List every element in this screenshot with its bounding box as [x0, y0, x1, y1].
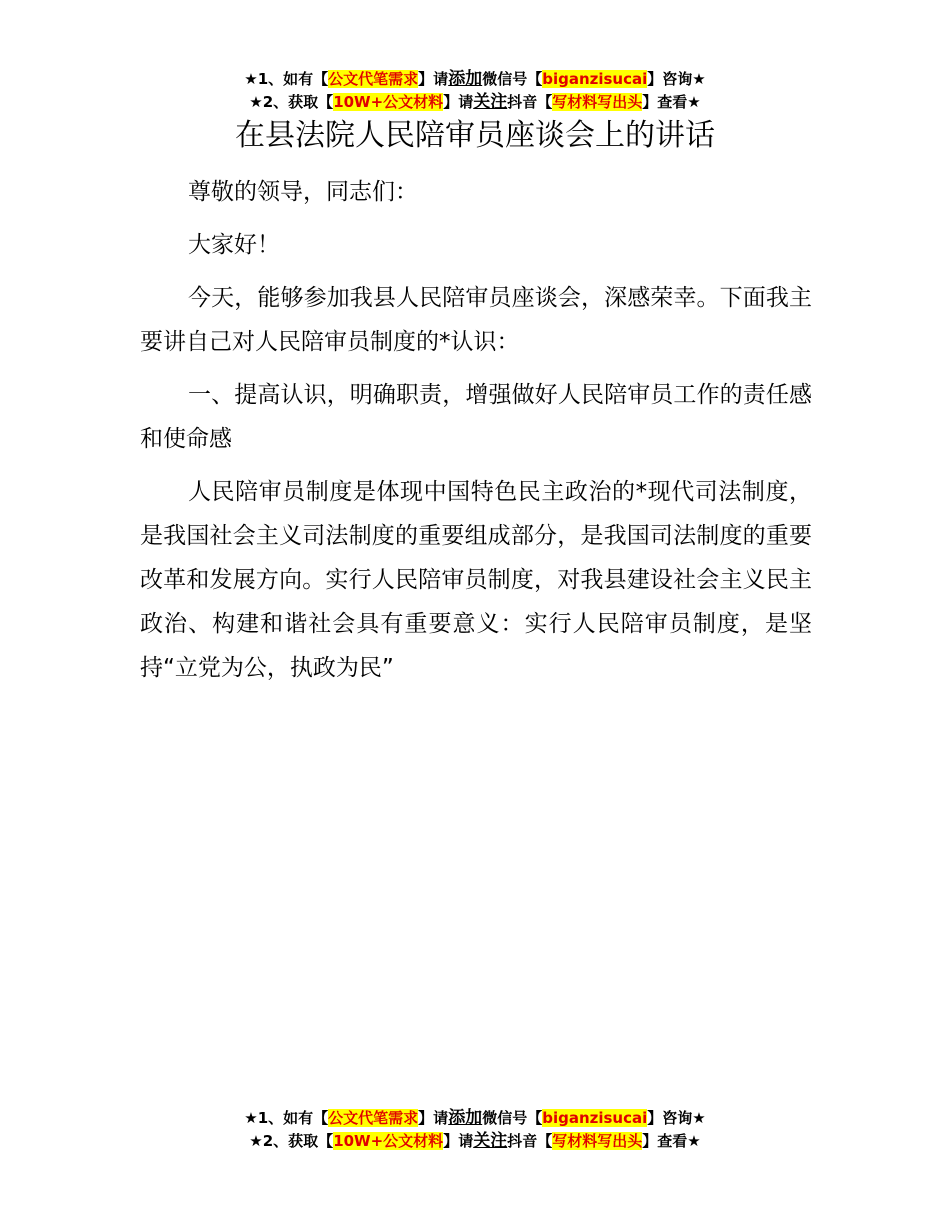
promo-text: 抖音【 [507, 93, 553, 111]
promo-highlight: 公文代笔需求 [328, 1109, 419, 1127]
promo-text: ★1、如有【 [244, 1109, 329, 1127]
promo-text: 微信号【 [482, 70, 543, 88]
document-title: 在县法院人民陪审员座谈会上的讲话 [235, 118, 715, 153]
salutation: 尊敬的领导，同志们： [188, 179, 418, 205]
promo-highlight: 写材料写出头 [552, 93, 643, 111]
promo-banner-bottom [0, 1107, 950, 1153]
promo-text: 抖音【 [507, 1132, 553, 1150]
promo-text: 】咨询★ [647, 1109, 706, 1127]
promo-line-1 [0, 1107, 950, 1130]
promo-text: ★2、获取【 [249, 1132, 334, 1150]
promo-text: 微信号【 [482, 1109, 543, 1127]
promo-text: ★2、获取【 [249, 93, 334, 111]
promo-highlight: 10W+公文材料 [333, 93, 444, 111]
promo-highlight: biganzisucai [542, 70, 648, 88]
promo-highlight: 写材料写出头 [552, 1132, 643, 1150]
promo-highlight: biganzisucai [542, 1109, 648, 1127]
promo-text: 】请 [418, 1109, 449, 1127]
body-paragraph: 今天，能够参加我县人民陪审员座谈会，深感荣幸。下面我主要讲自己对人民陪审员制度的*认识： [140, 285, 812, 355]
greeting: 大家好！ [188, 232, 280, 258]
promo-text: 】咨询★ [647, 70, 706, 88]
promo-line-2 [0, 91, 950, 114]
promo-text: 】查看★ [642, 93, 701, 111]
promo-highlight: 10W+公文材料 [333, 1132, 444, 1150]
promo-text: ★1、如有【 [244, 70, 329, 88]
promo-underlined: 关注 [473, 1131, 508, 1151]
promo-line-2 [0, 1130, 950, 1153]
promo-text: 】请 [443, 93, 474, 111]
promo-banner-top [0, 68, 950, 114]
section-heading: 一、提高认识，明确职责，增强做好人民陪审员工作的责任感和使命感 [140, 382, 812, 452]
promo-text: 】查看★ [642, 1132, 701, 1150]
promo-underlined: 添加 [448, 69, 483, 89]
document-body [140, 170, 812, 699]
promo-line-1 [0, 68, 950, 91]
body-paragraph: 人民陪审员制度是体现中国特色民主政治的*现代司法制度，是我国社会主义司法制度的重要组成部分，是我国司法制度的重要改革和发展方向。实行人民陪审员制度，对我县建设社会主义民主政治、构建和谐社会具有重要意义：实行人民陪审员制度，是坚持“立党为公，执政为民” [140, 479, 812, 681]
promo-highlight: 公文代笔需求 [328, 70, 419, 88]
promo-underlined: 添加 [448, 1108, 483, 1128]
promo-text: 】请 [418, 70, 449, 88]
promo-underlined: 关注 [473, 92, 508, 112]
promo-text: 】请 [443, 1132, 474, 1150]
